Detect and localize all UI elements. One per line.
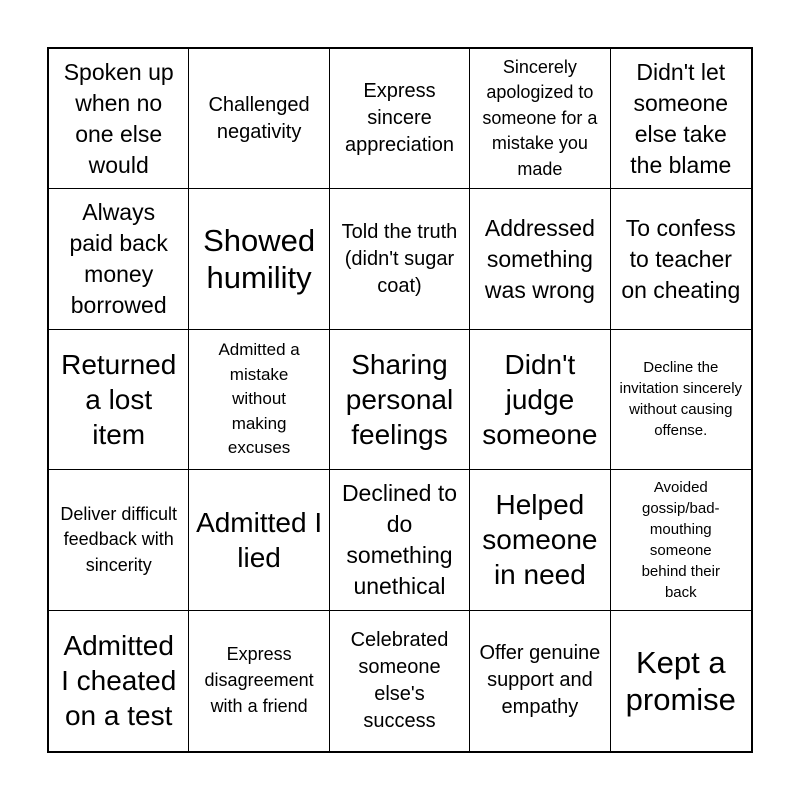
bingo-cell[interactable] xyxy=(470,611,610,751)
bingo-cell[interactable] xyxy=(330,189,470,329)
cell-text: Returned a lost item xyxy=(61,348,177,450)
cell-text: Admitted I lied xyxy=(196,506,323,573)
cell-text: Showed humility xyxy=(203,222,316,296)
bingo-cell[interactable] xyxy=(611,49,751,189)
cell-text: Decline the invitation sincerely without causing offense. xyxy=(619,359,743,440)
bingo-cell[interactable] xyxy=(330,330,470,470)
cell-text: Admitted I cheated on a test xyxy=(61,630,177,732)
cell-text: Express disagreement with a friend xyxy=(204,644,314,716)
cell-text: Avoided gossip/bad-mouthing someone behind their back xyxy=(641,478,720,601)
bingo-cell[interactable] xyxy=(470,189,610,329)
bingo-cell[interactable] xyxy=(330,470,470,610)
cell-text: Didn't let someone else take the blame xyxy=(630,58,732,178)
bingo-cell[interactable] xyxy=(49,49,189,189)
bingo-cell[interactable] xyxy=(611,189,751,329)
bingo-cell[interactable] xyxy=(49,330,189,470)
cell-text: Challenged negativity xyxy=(208,93,310,143)
cell-text: Admitted a mistake without making excuses xyxy=(218,339,300,458)
cell-text: Offer genuine support and empathy xyxy=(479,642,601,719)
cell-text: Spoken up when no one else would xyxy=(63,58,174,178)
bingo-cell[interactable] xyxy=(470,49,610,189)
cell-text: Celebrated someone else's success xyxy=(350,628,449,732)
bingo-cell[interactable] xyxy=(189,611,329,751)
bingo-cell[interactable] xyxy=(330,49,470,189)
bingo-cell[interactable] xyxy=(49,189,189,329)
bingo-cell[interactable] xyxy=(470,470,610,610)
cell-text: Addressed something was wrong xyxy=(484,214,595,303)
bingo-cell[interactable] xyxy=(189,470,329,610)
cell-text: Deliver difficult feedback with sincerity xyxy=(60,503,178,575)
bingo-cell[interactable] xyxy=(470,330,610,470)
cell-text: Declined to do something unethical xyxy=(341,479,458,599)
cell-text: Sincerely apologized to someone for a mistake you made xyxy=(482,56,598,180)
cell-text: Always paid back money borrowed xyxy=(69,199,168,319)
cell-text: Helped someone in need xyxy=(482,489,598,591)
bingo-board xyxy=(47,47,753,753)
bingo-cell[interactable] xyxy=(49,611,189,751)
cell-text: Kept a promise xyxy=(625,644,736,717)
bingo-cell[interactable] xyxy=(611,470,751,610)
cell-text: To confess to teacher on cheating xyxy=(621,214,741,303)
bingo-cell[interactable] xyxy=(189,189,329,329)
cell-text: Sharing personal feelings xyxy=(345,348,454,450)
bingo-cell[interactable] xyxy=(189,330,329,470)
bingo-cell[interactable] xyxy=(330,611,470,751)
bingo-cell[interactable] xyxy=(49,470,189,610)
cell-text: Didn't judge someone xyxy=(482,348,598,450)
bingo-cell[interactable] xyxy=(611,330,751,470)
cell-text: Told the truth (didn't sugar coat) xyxy=(341,220,458,297)
cell-text: Express sincere appreciation xyxy=(345,80,454,157)
bingo-cell[interactable] xyxy=(189,49,329,189)
bingo-cell[interactable] xyxy=(611,611,751,751)
